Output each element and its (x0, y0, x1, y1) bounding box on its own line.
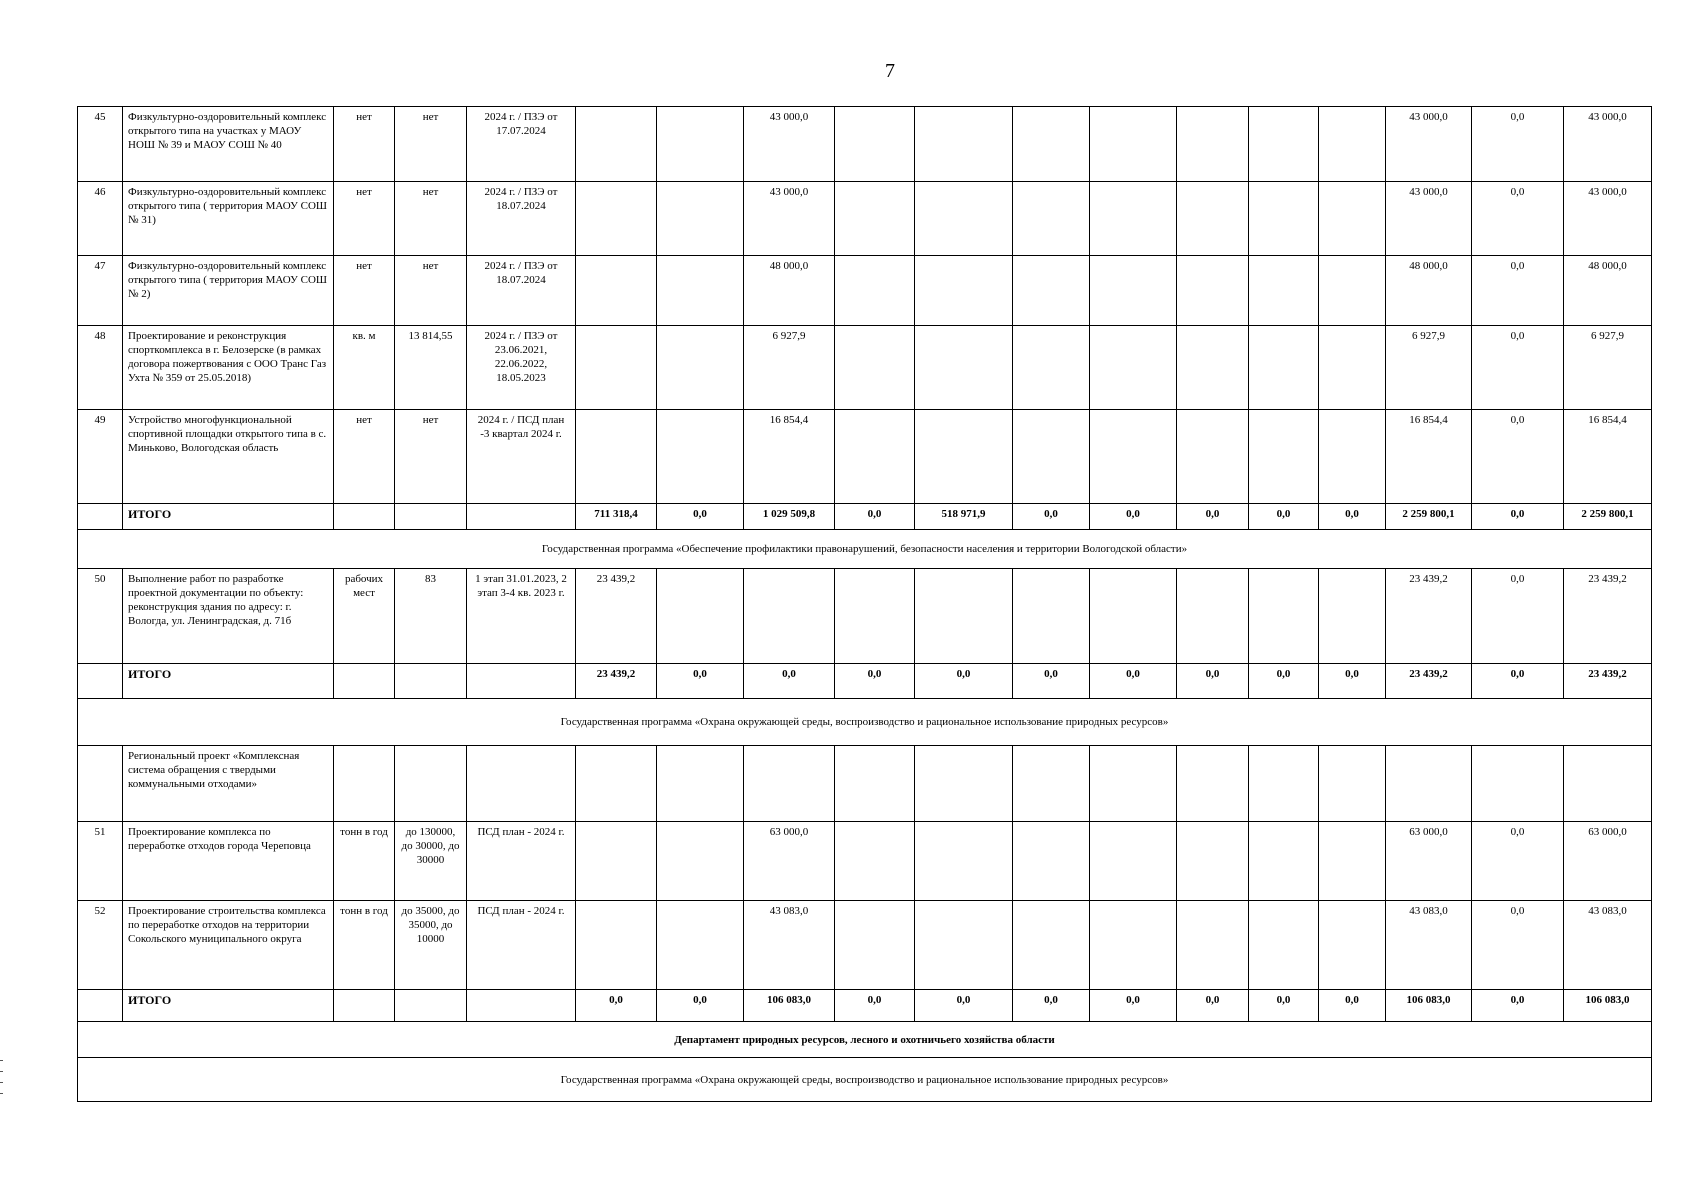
unit-cell (334, 746, 395, 822)
amount-cell (1319, 901, 1386, 990)
amount-cell (835, 182, 915, 256)
period-cell (467, 746, 576, 822)
amount-cell: 0,0 (657, 504, 744, 530)
amount-cell: 0,0 (1472, 990, 1564, 1022)
amount-cell (1013, 822, 1090, 901)
amount-cell (1319, 256, 1386, 326)
table-row (78, 107, 1652, 182)
amount-cell (1013, 326, 1090, 410)
unit-cell: рабочих мест (334, 569, 395, 664)
amount-cell (657, 256, 744, 326)
amount-cell: 48 000,0 (1386, 256, 1472, 326)
amount-cell (1319, 410, 1386, 504)
amount-cell: 0,0 (1472, 664, 1564, 699)
amount-cell: 0,0 (1472, 107, 1564, 182)
amount-cell (915, 256, 1013, 326)
amount-cell (1090, 901, 1177, 990)
period-cell: 2024 г. / ПЗЭ от 18.07.2024 (467, 182, 576, 256)
object-name: Проектирование и реконструкция спорткомплекса в г. Белозерске (в рамках договора пожертвования с ООО Транс Газ Ухта № 359 от 25.05.2018) (123, 326, 334, 410)
amount-cell: 0,0 (1090, 990, 1177, 1022)
capacity-cell: 83 (395, 569, 467, 664)
amount-cell (576, 822, 657, 901)
amount-cell (915, 182, 1013, 256)
amount-cell: 6 927,9 (744, 326, 835, 410)
amount-cell (915, 822, 1013, 901)
amount-cell (1090, 256, 1177, 326)
capacity-cell: нет (395, 107, 467, 182)
amount-cell (1177, 901, 1249, 990)
period-cell: ПСД план - 2024 г. (467, 822, 576, 901)
page-number: 7 (885, 60, 895, 82)
amount-cell: 43 000,0 (744, 182, 835, 256)
amount-cell (835, 410, 915, 504)
amount-cell: 48 000,0 (744, 256, 835, 326)
amount-cell (915, 569, 1013, 664)
table-row (78, 410, 1652, 504)
row-number (78, 746, 123, 822)
amount-cell: 0,0 (1249, 990, 1319, 1022)
amount-cell (1177, 410, 1249, 504)
amount-cell (1319, 822, 1386, 901)
row-number: 48 (78, 326, 123, 410)
object-name: Устройство многофункциональной спортивной площадки открытого типа в с. Миньково, Вологодская область (123, 410, 334, 504)
amount-cell: 6 927,9 (1564, 326, 1652, 410)
section-header-row (78, 1058, 1652, 1102)
amount-cell: 0,0 (1090, 504, 1177, 530)
amount-cell (1090, 746, 1177, 822)
table-row (78, 569, 1652, 664)
amount-cell (657, 107, 744, 182)
amount-cell (1319, 182, 1386, 256)
amount-cell: 43 083,0 (1386, 901, 1472, 990)
amount-cell (1249, 410, 1319, 504)
amount-cell: 43 083,0 (744, 901, 835, 990)
amount-cell: 0,0 (1013, 664, 1090, 699)
row-number (78, 664, 123, 699)
amount-cell (1386, 746, 1472, 822)
amount-cell: 0,0 (576, 990, 657, 1022)
amount-cell (1319, 746, 1386, 822)
unit-cell: нет (334, 182, 395, 256)
capacity-cell: до 130000, до 30000, до 30000 (395, 822, 467, 901)
amount-cell: 0,0 (1090, 664, 1177, 699)
amount-cell: 43 000,0 (744, 107, 835, 182)
amount-cell: 0,0 (1472, 182, 1564, 256)
amount-cell (835, 256, 915, 326)
amount-cell: 0,0 (1472, 256, 1564, 326)
section-title: Государственная программа «Охрана окружающей среды, воспроизводство и рациональное использование природных ресурсов» (78, 1058, 1652, 1102)
amount-cell (657, 901, 744, 990)
scan-margin-marks (0, 1060, 4, 1104)
section-header-row (78, 1022, 1652, 1058)
unit-cell: нет (334, 107, 395, 182)
amount-cell (1177, 182, 1249, 256)
amount-cell: 2 259 800,1 (1564, 504, 1652, 530)
table-row (78, 256, 1652, 326)
amount-cell: 0,0 (1472, 822, 1564, 901)
amount-cell (1013, 182, 1090, 256)
amount-cell (1090, 182, 1177, 256)
row-number: 51 (78, 822, 123, 901)
total-label: ИТОГО (123, 664, 334, 699)
object-name: Физкультурно-оздоровительный комплекс открытого типа на участках у МАОУ НОШ № 39 и МАОУ СОШ № 40 (123, 107, 334, 182)
unit-cell (334, 990, 395, 1022)
capacity-cell: 13 814,55 (395, 326, 467, 410)
amount-cell: 0,0 (1472, 569, 1564, 664)
object-name: Проектирование комплекса по переработке отходов города Череповца (123, 822, 334, 901)
amount-cell (915, 746, 1013, 822)
amount-cell (1090, 410, 1177, 504)
amount-cell (1249, 822, 1319, 901)
capacity-cell (395, 504, 467, 530)
amount-cell (744, 569, 835, 664)
amount-cell (1013, 107, 1090, 182)
capacity-cell (395, 664, 467, 699)
period-cell: 1 этап 31.01.2023, 2 этап 3-4 кв. 2023 г. (467, 569, 576, 664)
amount-cell (915, 107, 1013, 182)
row-number (78, 504, 123, 530)
amount-cell (1319, 107, 1386, 182)
amount-cell (657, 569, 744, 664)
amount-cell (915, 410, 1013, 504)
amount-cell (835, 822, 915, 901)
unit-cell: нет (334, 410, 395, 504)
object-name: Региональный проект «Комплексная система обращения с твердыми коммунальными отходами» (123, 746, 334, 822)
object-name: Проектирование строительства комплекса по переработке отходов на территории Сокольского муниципального округа (123, 901, 334, 990)
amount-cell: 43 000,0 (1564, 107, 1652, 182)
amount-cell (1013, 410, 1090, 504)
capacity-cell (395, 990, 467, 1022)
table-body (78, 107, 1652, 1102)
table-row (78, 182, 1652, 256)
section-title: Государственная программа «Охрана окружающей среды, воспроизводство и рациональное использование природных ресурсов» (78, 699, 1652, 746)
amount-cell: 0,0 (915, 664, 1013, 699)
total-label: ИТОГО (123, 504, 334, 530)
amount-cell (1319, 569, 1386, 664)
amount-cell (1177, 569, 1249, 664)
total-row (78, 664, 1652, 699)
unit-cell (334, 504, 395, 530)
amount-cell (1249, 326, 1319, 410)
row-number: 49 (78, 410, 123, 504)
amount-cell: 106 083,0 (1386, 990, 1472, 1022)
amount-cell (576, 746, 657, 822)
amount-cell: 0,0 (1319, 990, 1386, 1022)
amount-cell: 0,0 (1177, 504, 1249, 530)
unit-cell: тонн в год (334, 901, 395, 990)
amount-cell (657, 326, 744, 410)
row-number: 46 (78, 182, 123, 256)
amount-cell (657, 746, 744, 822)
amount-cell (576, 901, 657, 990)
amount-cell: 43 083,0 (1564, 901, 1652, 990)
amount-cell (1090, 326, 1177, 410)
period-cell (467, 504, 576, 530)
amount-cell (1249, 746, 1319, 822)
table-row (78, 901, 1652, 990)
object-name: Выполнение работ по разработке проектной документации по объекту: реконструкция здания по адресу: г. Вологда, ул. Ленинградская, д. 71б (123, 569, 334, 664)
row-number: 45 (78, 107, 123, 182)
amount-cell (835, 746, 915, 822)
amount-cell: 0,0 (657, 990, 744, 1022)
total-label: ИТОГО (123, 990, 334, 1022)
amount-cell (657, 822, 744, 901)
amount-cell (1090, 569, 1177, 664)
amount-cell: 711 318,4 (576, 504, 657, 530)
unit-cell: кв. м (334, 326, 395, 410)
unit-cell: нет (334, 256, 395, 326)
section-header-row (78, 530, 1652, 569)
amount-cell (576, 256, 657, 326)
investment-table (77, 106, 1652, 1102)
amount-cell: 23 439,2 (576, 569, 657, 664)
amount-cell (1090, 822, 1177, 901)
amount-cell: 6 927,9 (1386, 326, 1472, 410)
amount-cell: 63 000,0 (744, 822, 835, 901)
amount-cell (1013, 569, 1090, 664)
amount-cell (915, 326, 1013, 410)
amount-cell (1177, 326, 1249, 410)
amount-cell: 0,0 (744, 664, 835, 699)
row-number: 52 (78, 901, 123, 990)
amount-cell (657, 410, 744, 504)
amount-cell: 0,0 (1472, 504, 1564, 530)
amount-cell: 43 000,0 (1564, 182, 1652, 256)
total-row (78, 990, 1652, 1022)
amount-cell: 0,0 (1472, 410, 1564, 504)
row-number: 47 (78, 256, 123, 326)
amount-cell: 2 259 800,1 (1386, 504, 1472, 530)
amount-cell: 23 439,2 (1386, 664, 1472, 699)
amount-cell (576, 107, 657, 182)
amount-cell (1564, 746, 1652, 822)
unit-cell: тонн в год (334, 822, 395, 901)
period-cell: 2024 г. / ПЗЭ от 23.06.2021, 22.06.2022, 18.05.2023 (467, 326, 576, 410)
amount-cell: 1 029 509,8 (744, 504, 835, 530)
amount-cell (835, 326, 915, 410)
amount-cell (657, 182, 744, 256)
row-number (78, 990, 123, 1022)
amount-cell: 0,0 (1177, 664, 1249, 699)
amount-cell (1013, 746, 1090, 822)
amount-cell: 23 439,2 (576, 664, 657, 699)
unit-cell (334, 664, 395, 699)
amount-cell (1013, 901, 1090, 990)
amount-cell (1090, 107, 1177, 182)
amount-cell: 0,0 (1249, 664, 1319, 699)
period-cell: 2024 г. / ПЗЭ от 17.07.2024 (467, 107, 576, 182)
section-title: Департамент природных ресурсов, лесного и охотничьего хозяйства области (78, 1022, 1652, 1058)
row-number: 50 (78, 569, 123, 664)
amount-cell: 518 971,9 (915, 504, 1013, 530)
amount-cell (1249, 182, 1319, 256)
amount-cell: 0,0 (915, 990, 1013, 1022)
amount-cell: 0,0 (1472, 326, 1564, 410)
amount-cell (576, 410, 657, 504)
amount-cell (835, 569, 915, 664)
amount-cell: 0,0 (1319, 664, 1386, 699)
amount-cell (1472, 746, 1564, 822)
amount-cell: 16 854,4 (1564, 410, 1652, 504)
amount-cell: 0,0 (1177, 990, 1249, 1022)
amount-cell: 16 854,4 (1386, 410, 1472, 504)
period-cell: 2024 г. / ПЗЭ от 18.07.2024 (467, 256, 576, 326)
object-name: Физкультурно-оздоровительный комплекс открытого типа ( территория МАОУ СОШ № 2) (123, 256, 334, 326)
amount-cell: 106 083,0 (1564, 990, 1652, 1022)
capacity-cell (395, 746, 467, 822)
capacity-cell: до 35000, до 35000, до 10000 (395, 901, 467, 990)
amount-cell: 23 439,2 (1386, 569, 1472, 664)
amount-cell (915, 901, 1013, 990)
section-header-row (78, 699, 1652, 746)
capacity-cell: нет (395, 182, 467, 256)
amount-cell (1177, 746, 1249, 822)
amount-cell: 0,0 (835, 504, 915, 530)
capacity-cell: нет (395, 256, 467, 326)
period-cell: ПСД план - 2024 г. (467, 901, 576, 990)
amount-cell: 23 439,2 (1564, 569, 1652, 664)
table-row (78, 746, 1652, 822)
amount-cell (1249, 901, 1319, 990)
amount-cell: 43 000,0 (1386, 107, 1472, 182)
amount-cell: 0,0 (1319, 504, 1386, 530)
amount-cell (1177, 107, 1249, 182)
amount-cell: 23 439,2 (1564, 664, 1652, 699)
amount-cell: 43 000,0 (1386, 182, 1472, 256)
amount-cell (744, 746, 835, 822)
amount-cell: 0,0 (1472, 901, 1564, 990)
capacity-cell: нет (395, 410, 467, 504)
amount-cell (1013, 256, 1090, 326)
amount-cell (1249, 107, 1319, 182)
amount-cell: 0,0 (1013, 990, 1090, 1022)
amount-cell: 0,0 (1013, 504, 1090, 530)
amount-cell (1177, 822, 1249, 901)
table-row (78, 822, 1652, 901)
amount-cell: 16 854,4 (744, 410, 835, 504)
total-row (78, 504, 1652, 530)
amount-cell: 0,0 (835, 664, 915, 699)
object-name: Физкультурно-оздоровительный комплекс открытого типа ( территория МАОУ СОШ № 31) (123, 182, 334, 256)
amount-cell (1319, 326, 1386, 410)
period-cell (467, 990, 576, 1022)
amount-cell: 0,0 (657, 664, 744, 699)
section-title: Государственная программа «Обеспечение профилактики правонарушений, безопасности населения и территории Вологодской области» (78, 530, 1652, 569)
amount-cell (576, 326, 657, 410)
amount-cell: 0,0 (835, 990, 915, 1022)
period-cell: 2024 г. / ПСД план -3 квартал 2024 г. (467, 410, 576, 504)
table-row (78, 326, 1652, 410)
period-cell (467, 664, 576, 699)
amount-cell (835, 901, 915, 990)
amount-cell (576, 182, 657, 256)
amount-cell: 0,0 (1249, 504, 1319, 530)
amount-cell (835, 107, 915, 182)
amount-cell: 63 000,0 (1564, 822, 1652, 901)
amount-cell (1249, 256, 1319, 326)
amount-cell (1177, 256, 1249, 326)
amount-cell (1249, 569, 1319, 664)
amount-cell: 63 000,0 (1386, 822, 1472, 901)
amount-cell: 48 000,0 (1564, 256, 1652, 326)
amount-cell: 106 083,0 (744, 990, 835, 1022)
